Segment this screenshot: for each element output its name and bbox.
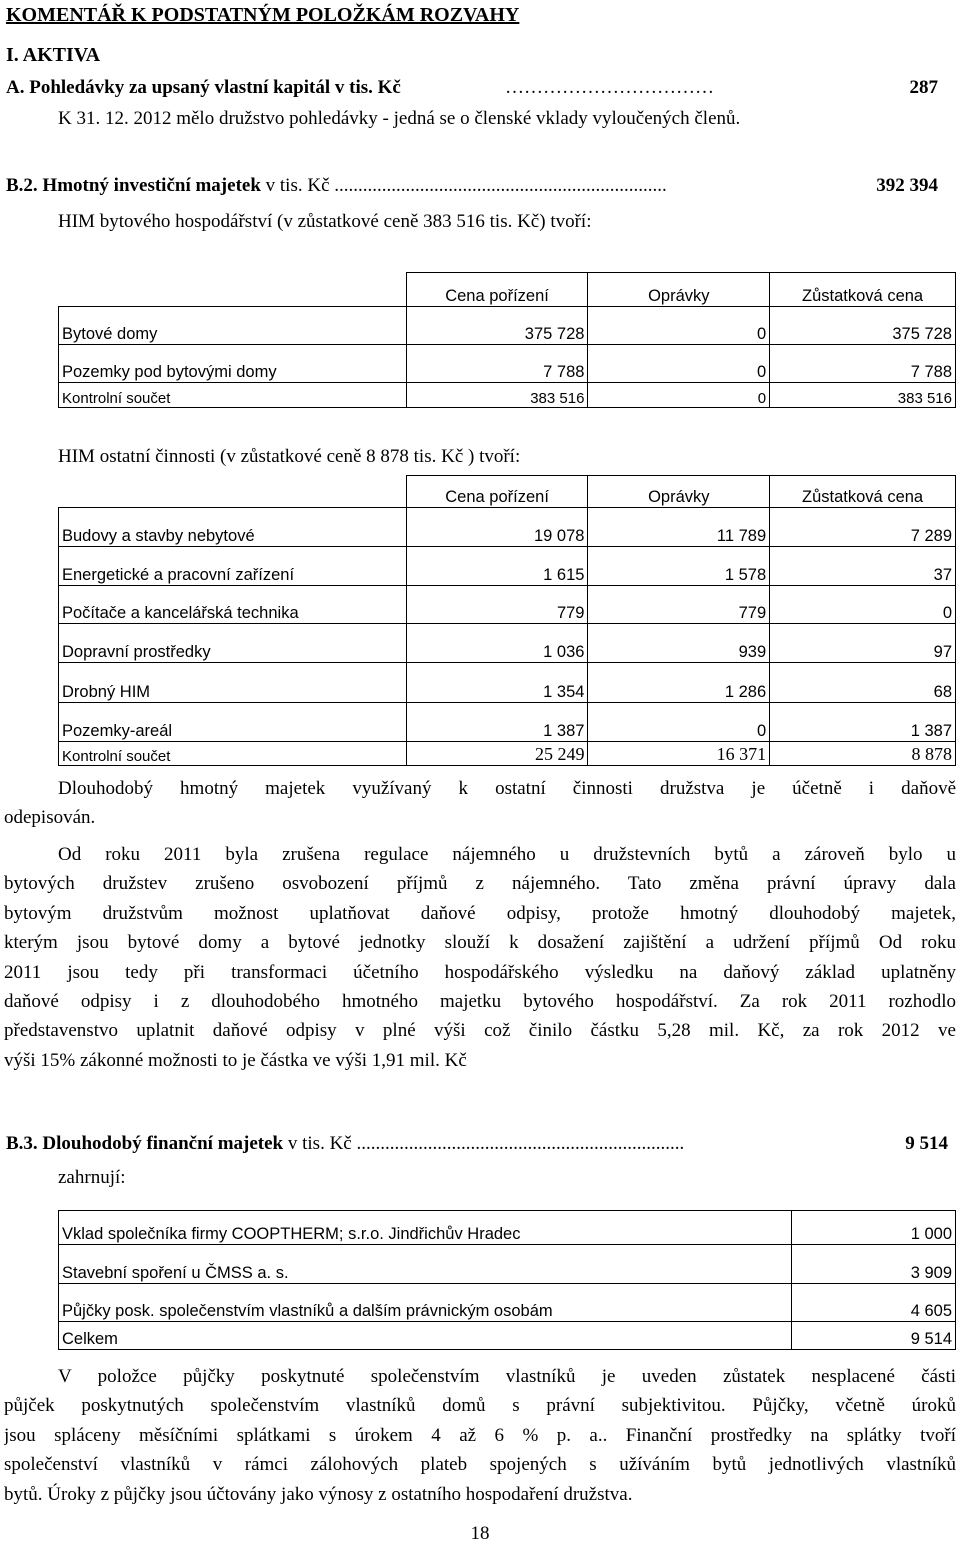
row-opravky: 0: [588, 383, 770, 408]
row-name: Pozemky-areál: [59, 703, 407, 742]
row-cena: 19 078: [406, 508, 588, 547]
item-b2-value: 392 394: [876, 175, 938, 196]
table-header-row: [59, 476, 956, 508]
paragraph-line: bytových družstev zrušeno osvobození příjmů z nájemného. Tato změna právní úpravy dala: [4, 873, 956, 895]
paragraph-line: jsou spláceny měsíčními splátkami s úrokem 4 až 6 % p. a.. Finanční prostředky na splátky tvoří: [4, 1424, 956, 1446]
table-row: [59, 1211, 956, 1245]
paragraph-line: V položce půjčky poskytnuté společenstvím vlastníků je uveden zůstatek nesplacené části: [58, 1366, 956, 1387]
paragraph-loans: [4, 1362, 956, 1509]
row-name: Celkem: [59, 1322, 792, 1350]
paragraph-depreciation: [4, 774, 956, 833]
table-row: [59, 547, 956, 586]
row-opravky: 1 578: [588, 547, 770, 586]
row-name: Kontrolní součet: [59, 742, 407, 766]
row-zustatek: 37: [770, 547, 956, 586]
table-row: [59, 703, 956, 742]
item-b3-value: 9 514: [905, 1133, 948, 1154]
item-b2-label-rest: v tis. Kč: [260, 175, 335, 196]
paragraph-line: bytů. Úroky z půjčky jsou účtovány jako výnosy z ostatního hospodaření družstva.: [4, 1483, 633, 1505]
row-name: Dopravní prostředky: [59, 624, 407, 663]
other-assets-table: [58, 475, 956, 766]
row-cena: 375 728: [406, 307, 588, 345]
row-cena: 383 516: [406, 383, 588, 408]
row-zustatek: 97: [770, 624, 956, 663]
row-name: Energetické a pracovní zařízení: [59, 547, 407, 586]
header-opravky: Oprávky: [588, 273, 770, 307]
row-cena: 1 036: [406, 624, 588, 663]
item-b3-label-bold: B.3. Dlouhodobý finanční majetek: [6, 1133, 284, 1154]
paragraph-line: Od roku 2011 byla zrušena regulace nájemného u družstevních bytů a zároveň bylo u: [58, 844, 956, 865]
table-row: [59, 307, 956, 345]
table-header-blank: [59, 273, 407, 307]
paragraph-line: kterým jsou bytové domy a bytové jednotky slouží k dosažení zajištění a udržení příjmů Od roku: [4, 932, 956, 954]
paragraph-line: Dlouhodobý hmotný majetek využívaný k ostatní činnosti družstva je účetně i daňově: [58, 778, 956, 799]
row-name: Drobný HIM: [59, 663, 407, 703]
section-title: I. AKTIVA: [6, 44, 101, 66]
row-cena: 1 354: [406, 663, 588, 703]
header-zustatek: Zůstatková cena: [770, 273, 956, 307]
page-number: 18: [470, 1523, 490, 1544]
item-a-value: 287: [909, 77, 938, 98]
row-zustatek: 0: [770, 586, 956, 624]
item-b2-dots: ......................................................................: [334, 175, 667, 196]
row-value: 4 605: [792, 1284, 956, 1322]
table-row: [59, 345, 956, 383]
row-name: Půjčky posk. společenstvím vlastníků a dalším právnickým osobám: [59, 1284, 792, 1322]
b2-intro-other: HIM ostatní činnosti (v zůstatkové ceně 8 878 tis. Kč ) tvoří:: [58, 446, 521, 467]
row-name: Počítače a kancelářská technika: [59, 586, 407, 624]
table-row: [59, 586, 956, 624]
row-cena: 25 249: [406, 742, 588, 766]
row-cena: 1 615: [406, 547, 588, 586]
row-opravky: 0: [588, 307, 770, 345]
page-heading: KOMENTÁŘ K PODSTATNÝM POLOŽKÁM ROZVAHY: [6, 4, 520, 26]
row-zustatek: 8 878: [770, 742, 956, 766]
financial-assets-table: [58, 1210, 956, 1350]
row-value: 3 909: [792, 1245, 956, 1284]
paragraph-line: bytovým družstvům možnost uplatňovat daňové odpisy, protože hmotný dlouhodobý majetek,: [4, 902, 956, 924]
row-value: 9 514: [792, 1322, 956, 1350]
table-row: [59, 1284, 956, 1322]
item-a-note: K 31. 12. 2012 mělo družstvo pohledávky - jedná se o členské vklady vyloučených členů.: [58, 108, 741, 129]
row-zustatek: 7 289: [770, 508, 956, 547]
paragraph-line: výši 15% zákonné možnosti to je částka ve výši 1,91 mil. Kč: [4, 1049, 467, 1071]
table-row-total: [59, 742, 956, 766]
paragraph-line: společenství vlastníků v rámci zálohových plateb spojených s užíváním bytů jednotlivých vlastníků: [4, 1454, 956, 1476]
item-a-dots: ……………………………: [505, 77, 714, 98]
row-zustatek: 383 516: [770, 383, 956, 408]
row-opravky: 0: [588, 345, 770, 383]
item-b3-dots: .....................................................................: [356, 1133, 685, 1154]
item-a-label: A. Pohledávky za upsaný vlastní kapitál v tis. Kč: [6, 77, 401, 98]
row-name: Stavební spoření u ČMSS a. s.: [59, 1245, 792, 1284]
b3-intro: zahrnují:: [58, 1167, 126, 1188]
row-opravky: 939: [588, 624, 770, 663]
paragraph-line: odepisován.: [4, 807, 96, 829]
item-b2-label-bold: B.2. Hmotný investiční majetek: [6, 175, 261, 196]
row-name: Kontrolní součet: [59, 383, 407, 408]
row-opravky: 11 789: [588, 508, 770, 547]
table-row-total: [59, 1322, 956, 1350]
item-b3-label-rest: v tis. Kč: [283, 1133, 357, 1154]
row-zustatek: 68: [770, 663, 956, 703]
paragraph-line: půjček poskytnutých společenstvím vlastníků domů s právní subjektivitou. Půjčky, včetně úroků: [4, 1395, 956, 1417]
table-row: [59, 663, 956, 703]
table-row: [59, 508, 956, 547]
header-cena: Cena pořízení: [406, 273, 588, 307]
table-row: [59, 624, 956, 663]
row-zustatek: 375 728: [770, 307, 956, 345]
item-b3-label: [6, 1133, 684, 1155]
row-cena: 1 387: [406, 703, 588, 742]
row-zustatek: 1 387: [770, 703, 956, 742]
paragraph-line: představenstvo uplatnit daňové odpisy v plné výši což činilo částku 5,28 mil. Kč, za rok 2012 ve: [4, 1020, 956, 1042]
header-cena: Cena pořízení: [406, 476, 588, 508]
row-opravky: 16 371: [588, 742, 770, 766]
table-row: [59, 1245, 956, 1284]
row-name: Bytové domy: [59, 307, 407, 345]
b2-intro-housing: HIM bytového hospodářství (v zůstatkové ceně 383 516 tis. Kč) tvoří:: [58, 211, 592, 232]
row-opravky: 0: [588, 703, 770, 742]
table-row-total: [59, 383, 956, 408]
row-cena: 779: [406, 586, 588, 624]
paragraph-line: 2011 jsou tedy při transformaci účetního hospodářského výsledku na daňový základ uplatněny: [4, 961, 956, 983]
housing-assets-table: [58, 272, 956, 408]
header-zustatek: Zůstatková cena: [770, 476, 956, 508]
row-cena: 7 788: [406, 345, 588, 383]
table-header-row: [59, 273, 956, 307]
table-header-blank: [59, 476, 407, 508]
row-name: Pozemky pod bytovými domy: [59, 345, 407, 383]
row-opravky: 779: [588, 586, 770, 624]
row-zustatek: 7 788: [770, 345, 956, 383]
paragraph-regulation: [4, 840, 956, 1075]
row-name: Budovy a stavby nebytové: [59, 508, 407, 547]
paragraph-line: daňové odpisy i z dlouhodobého hmotného majetku bytového hospodářství. Za rok 2011 rozhodlo: [4, 990, 956, 1012]
row-value: 1 000: [792, 1211, 956, 1245]
header-opravky: Oprávky: [588, 476, 770, 508]
item-b2-label: [6, 175, 667, 197]
row-opravky: 1 286: [588, 663, 770, 703]
row-name: Vklad společníka firmy COOPTHERM; s.r.o. Jindřichův Hradec: [59, 1211, 792, 1245]
